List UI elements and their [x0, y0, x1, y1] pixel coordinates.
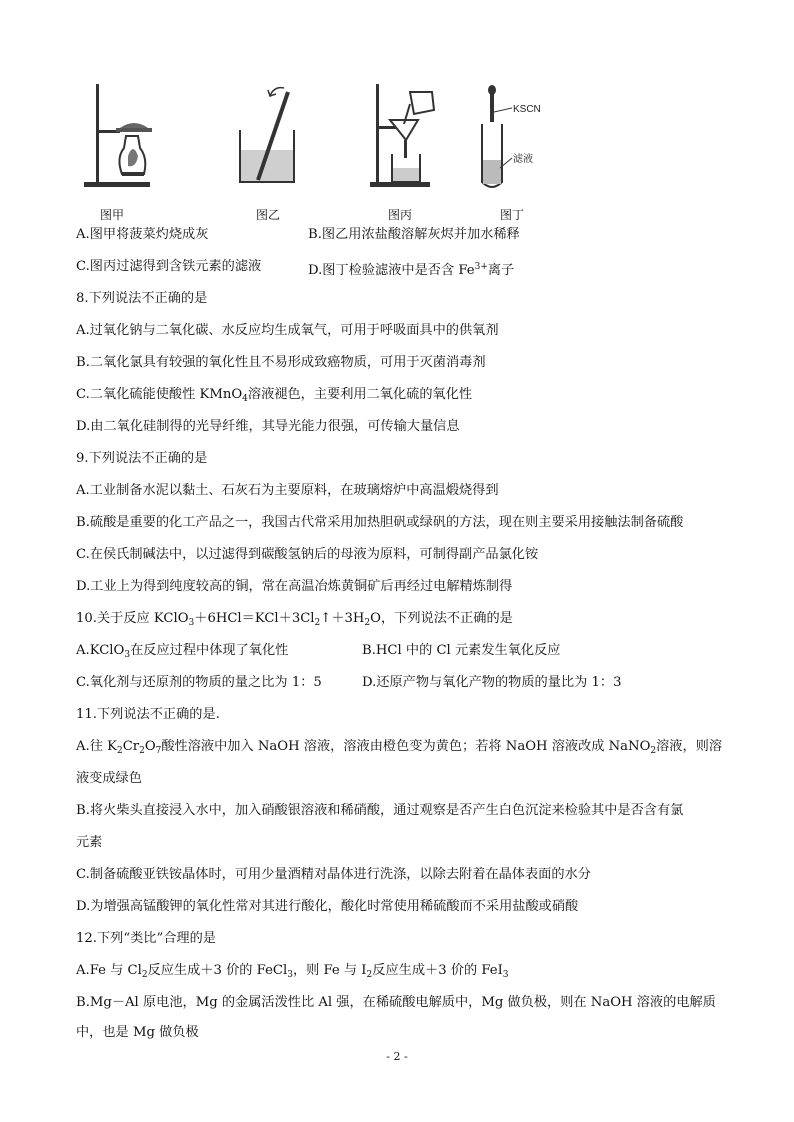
q8-stem: 8.下列说法不正确的是 — [76, 291, 208, 306]
burner-apparatus-icon — [78, 82, 158, 192]
q11-option-c: C.制备硫酸亚铁铵晶体时，可用少量酒精对晶体进行洗涤，以除去附着在晶体表面的水分 — [76, 867, 591, 882]
apparatus-figures — [70, 82, 550, 222]
filtrate-label: 滤液 — [513, 154, 533, 165]
figure-bing — [366, 82, 446, 192]
caption-ding: 图丁 — [499, 208, 524, 222]
q7-option-a: A.图甲将菠菜灼烧成灰 — [76, 227, 209, 242]
q11-option-b-line1: B.将火柴头直接浸入水中，加入硝酸银溶液和稀硝酸，通过观察是否产生白色沉淀来检验其中是否含有氯 — [76, 803, 684, 818]
q10-option-d: D.还原产物与氧化产物的物质的量比为 1：3 — [362, 675, 622, 690]
figure-ding — [472, 82, 550, 192]
page-number: - 2 - — [386, 1050, 408, 1063]
caption-yi: 图乙 — [255, 208, 280, 222]
q12-option-b-line2: 中，也是 Mg 做负极 — [76, 1025, 199, 1040]
q9-option-d: D.工业上为得到纯度较高的铜，常在高温冶炼黄铜矿后再经过电解精炼制得 — [76, 579, 513, 594]
q8-option-b: B.二氧化氯具有较强的氧化性且不易形成致癌物质，可用于灭菌消毒剂 — [76, 355, 486, 370]
q10-stem: 10.关于反应 $KClO_3+6HCl=KCl+3Cl_2↑+3H_2O$，下列说法不正确的是 — [76, 611, 513, 628]
q8-option-a: A.过氧化钠与二氧化碳、水反应均生成氧气，可用于呼吸面具中的供氧剂 — [76, 323, 499, 338]
q12-stem: 12.下列“类比”合理的是 — [76, 931, 216, 946]
test-tube-dropper-icon — [472, 82, 550, 192]
q9-option-c: C.在侯氏制碱法中，以过滤得到碳酸氢钠后的母液为原料，可制得副产品氯化铵 — [76, 547, 539, 562]
q9-option-a: A.工业制备水泥以黏土、石灰石为主要原料，在玻璃熔炉中高温煅烧得到 — [76, 483, 499, 498]
q11-option-a-line1: A.往 $K_2Cr_2O_7$酸性溶液中加入 NaOH 溶液，溶液由橙色变为黄色；若将 NaOH 溶液改成 NaNO$_2$溶液，则溶 — [76, 739, 723, 756]
q7-option-d: D.图丁检验滤液中是否含 $Fe^{3+}$离子 — [308, 262, 515, 278]
q11-option-b-line2: 元素 — [76, 835, 103, 850]
q8-option-d: D.由二氧化硅制得的光导纤维，其导光能力很强，可传输大量信息 — [76, 419, 460, 434]
q11-option-a-line2: 液变成绿色 — [76, 771, 142, 786]
q7-option-c: C.图丙过滤得到含铁元素的滤液 — [76, 259, 262, 274]
filtration-apparatus-icon — [366, 82, 446, 192]
q9-stem: 9.下列说法不正确的是 — [76, 451, 208, 466]
q9-option-b: B.硫酸是重要的化工产品之一，我国古代常采用加热胆矾或绿矾的方法，现在则主要采用接触法制备硫酸 — [76, 515, 684, 530]
q10-option-b: B.HCl 中的 Cl 元素发生氧化反应 — [362, 643, 561, 658]
figure-jia — [78, 82, 158, 192]
q12-option-a: A.Fe 与 $Cl_2$反应生成＋3 价的 FeCl$_3$，则 Fe 与 $I_2$反应生成＋3 价的 FeI$_3$ — [76, 963, 509, 980]
q10-option-c: C.氧化剂与还原剂的物质的量之比为 1：5 — [76, 675, 322, 690]
q11-option-d: D.为增强高锰酸钾的氧化性常对其进行酸化，酸化时常使用稀硫酸而不采用盐酸或硝酸 — [76, 899, 579, 914]
kscn-label: KSCN — [513, 104, 541, 115]
figure-yi — [230, 82, 310, 192]
caption-bing: 图丙 — [387, 208, 412, 222]
beaker-stirring-icon — [230, 82, 310, 192]
q7-option-b: B.图乙用浓盐酸溶解灰烬并加水稀释 — [308, 227, 520, 242]
q12-option-b-line1: B.Mg－Al 原电池，Mg 的金属活泼性比 Al 强，在稀硫酸电解质中，Mg 做负极，则在 NaOH 溶液的电解质 — [76, 995, 716, 1010]
caption-jia: 图甲 — [99, 208, 124, 222]
q10-option-a: A.KClO$_3$在反应过程中体现了氧化性 — [76, 643, 289, 660]
q8-option-c: C.二氧化硫能使酸性 KMnO$_4$溶液褪色，主要利用二氧化硫的氧化性 — [76, 387, 473, 404]
q11-stem: 11.下列说法不正确的是. — [76, 707, 220, 722]
